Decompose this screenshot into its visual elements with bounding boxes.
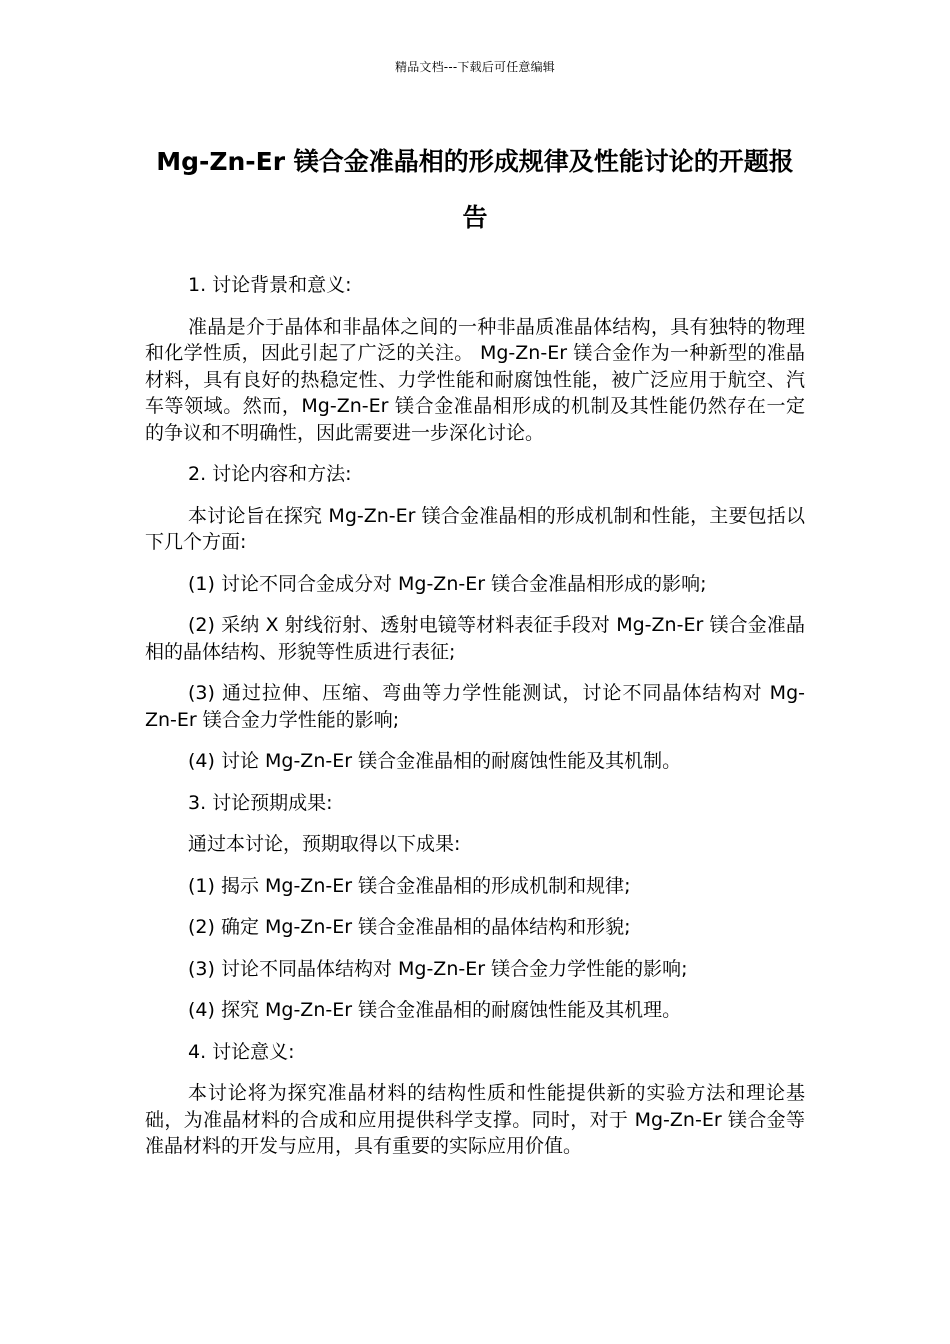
document-title: Mg-Zn-Er 镁合金准晶相的形成规律及性能讨论的开题报告: [156, 147, 794, 232]
paragraph-background: 准晶是介于晶体和非晶体之间的一种非晶质准晶体结构，具有独特的物理和化学性质，因此引起了广泛的关注。 Mg-Zn-Er 镁合金作为一种新型的准晶材料，具有良好的热稳定性、力学性能和耐腐蚀性能，被广泛应用于航空、汽车等领域。然而，Mg-Zn-Er 镁合金准晶相形成的机制及其性能仍然存在一定的争议和不明确性，因此需要进一步深化讨论。: [145, 315, 805, 444]
list-item-result-1: (1) 揭示 Mg-Zn-Er 镁合金准晶相的形成机制和规律;: [188, 874, 631, 897]
header-note: 精品文档---下载后可任意编辑: [395, 60, 555, 74]
paragraph-results-intro: 通过本讨论，预期取得以下成果:: [188, 833, 461, 855]
list-item-content-4: (4) 讨论 Mg-Zn-Er 镁合金准晶相的耐腐蚀性能及其机制。: [188, 750, 682, 772]
section-heading-content-method: 2. 讨论内容和方法:: [188, 463, 352, 485]
list-item-result-4: (4) 探究 Mg-Zn-Er 镁合金准晶相的耐腐蚀性能及其机理。: [188, 999, 682, 1021]
list-item-content-3: (3) 通过拉伸、压缩、弯曲等力学性能测试，讨论不同晶体结构对 Mg-Zn-Er 镁合金力学性能的影响;: [145, 682, 805, 731]
document-body: [145, 272, 805, 1175]
section-heading-background: 1. 讨论背景和意义:: [188, 274, 352, 296]
paragraph-significance: 本讨论将为探究准晶材料的结构性质和性能提供新的实验方法和理论基础，为准晶材料的合成和应用提供科学支撑。同时，对于 Mg-Zn-Er 镁合金等准晶材料的开发与应用，具有重要的实际应用价值。: [145, 1082, 805, 1157]
list-item-result-3: (3) 讨论不同晶体结构对 Mg-Zn-Er 镁合金力学性能的影响;: [188, 957, 688, 980]
list-item-content-2: (2) 采纳 X 射线衍射、透射电镜等材料表征手段对 Mg-Zn-Er 镁合金准晶相的晶体结构、形貌等性质进行表征;: [145, 614, 805, 663]
list-item-content-1: (1) 讨论不同合金成分对 Mg-Zn-Er 镁合金准晶相形成的影响;: [188, 572, 707, 595]
list-item-result-2: (2) 确定 Mg-Zn-Er 镁合金准晶相的晶体结构和形貌;: [188, 916, 631, 938]
paragraph-content-intro: 本讨论旨在探究 Mg-Zn-Er 镁合金准晶相的形成机制和性能，主要包括以下几个方面:: [145, 504, 805, 553]
section-heading-expected-results: 3. 讨论预期成果:: [188, 791, 333, 814]
section-heading-significance: 4. 讨论意义:: [188, 1040, 295, 1063]
